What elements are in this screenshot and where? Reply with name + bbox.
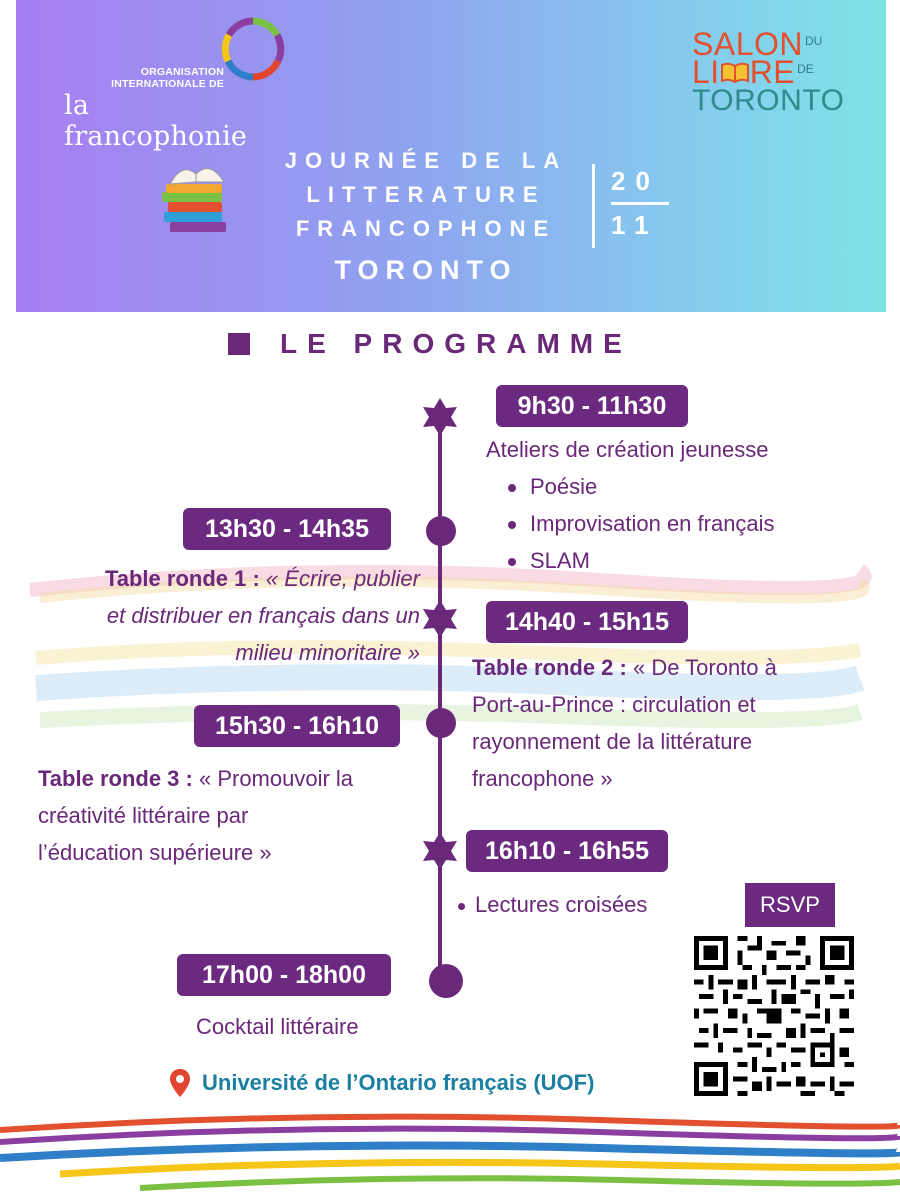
title-line-1: JOURNÉE DE LA bbox=[284, 148, 568, 173]
event-title bbox=[266, 144, 586, 292]
event-5-time: 16h10 - 16h55 bbox=[466, 830, 668, 872]
salon-li: LI bbox=[692, 54, 720, 90]
title-line-3: FRANCOPHONE bbox=[295, 216, 557, 241]
list-item bbox=[508, 542, 775, 579]
open-book-icon bbox=[720, 61, 750, 85]
list-item-text: Poésie bbox=[530, 474, 598, 499]
year-top: 20 bbox=[611, 164, 669, 205]
salon-word: SALON bbox=[692, 26, 803, 62]
event-3-label: Table ronde 2 : bbox=[472, 655, 627, 680]
oif-org-line1: ORGANISATION bbox=[140, 66, 224, 78]
event-2-line1: « Écrire, publier bbox=[265, 566, 420, 591]
event-3-line2: Port-au-Prince : circulation et bbox=[472, 692, 756, 717]
salon-du-livre-logo bbox=[692, 26, 852, 118]
bullet-icon bbox=[508, 484, 516, 492]
event-2-time: 13h30 - 14h35 bbox=[183, 508, 391, 550]
programme-heading bbox=[228, 324, 632, 364]
list-item bbox=[508, 468, 775, 505]
event-6-title: Cocktail littéraire bbox=[196, 1014, 359, 1039]
bottom-ribbon-decoration bbox=[0, 1100, 900, 1200]
event-3-time: 14h40 - 15h15 bbox=[486, 601, 688, 643]
title-city: TORONTO bbox=[334, 255, 518, 285]
event-4-line1: « Promouvoir la bbox=[198, 766, 354, 791]
event-2-label: Table ronde 1 : bbox=[104, 566, 260, 591]
salon-re: RE bbox=[749, 54, 796, 90]
event-4-time: 15h30 - 16h10 bbox=[194, 705, 400, 747]
list-item bbox=[508, 505, 775, 542]
oif-ring-icon bbox=[220, 16, 286, 82]
event-3-line4: francophone » bbox=[472, 766, 613, 791]
heading-square-icon bbox=[228, 333, 250, 355]
event-3-line1: « De Toronto à bbox=[632, 655, 777, 680]
location-text: Université de l’Ontario français (UOF) bbox=[202, 1070, 595, 1095]
star-marker-icon bbox=[423, 398, 457, 436]
event-6-time: 17h00 - 18h00 bbox=[177, 954, 391, 996]
books-stack-icon bbox=[158, 160, 230, 238]
event-4-description bbox=[38, 760, 438, 871]
bullet-icon bbox=[508, 521, 516, 529]
event-5-item bbox=[458, 886, 647, 923]
event-2-line3: milieu minoritaire » bbox=[235, 640, 420, 665]
event-4-line2: créativité littéraire par bbox=[38, 803, 249, 828]
title-line-2: LITTERATURE bbox=[306, 182, 546, 207]
salon-toronto: TORONTO bbox=[692, 84, 845, 117]
event-4-line3: l’éducation supérieure » bbox=[38, 840, 272, 865]
oif-org-text bbox=[64, 66, 224, 90]
rsvp-button[interactable]: RSVP bbox=[745, 883, 835, 927]
event-2-description bbox=[20, 560, 420, 671]
event-location bbox=[168, 1068, 594, 1098]
oif-logo bbox=[40, 14, 280, 152]
qr-code-icon[interactable] bbox=[694, 936, 854, 1096]
header-banner bbox=[16, 0, 886, 312]
salon-du: DU bbox=[804, 34, 823, 48]
location-pin-icon bbox=[168, 1068, 192, 1098]
list-item-text: SLAM bbox=[530, 548, 590, 573]
event-1-time: 9h30 - 11h30 bbox=[496, 385, 688, 427]
event-2-line2: et distribuer en français dans un bbox=[106, 603, 420, 628]
salon-de: DE bbox=[797, 62, 814, 76]
list-item-text: Improvisation en français bbox=[530, 511, 775, 536]
event-3-description bbox=[472, 649, 872, 797]
oif-name: la francophonie bbox=[64, 90, 248, 152]
event-4-label: Table ronde 3 : bbox=[38, 766, 193, 791]
year-bottom: 11 bbox=[611, 210, 659, 240]
circle-marker-icon bbox=[429, 964, 463, 998]
bullet-icon bbox=[458, 903, 465, 910]
event-5-item-text: Lectures croisées bbox=[475, 892, 648, 917]
programme-title: LE PROGRAMME bbox=[280, 328, 632, 359]
bullet-icon bbox=[508, 558, 516, 566]
event-3-line3: rayonnement de la littérature bbox=[472, 729, 753, 754]
event-1-list bbox=[508, 468, 775, 579]
event-1-title: Ateliers de création jeunesse bbox=[486, 437, 769, 462]
oif-org-line2: INTERNATIONALE DE bbox=[111, 78, 224, 90]
year-block bbox=[592, 164, 669, 248]
